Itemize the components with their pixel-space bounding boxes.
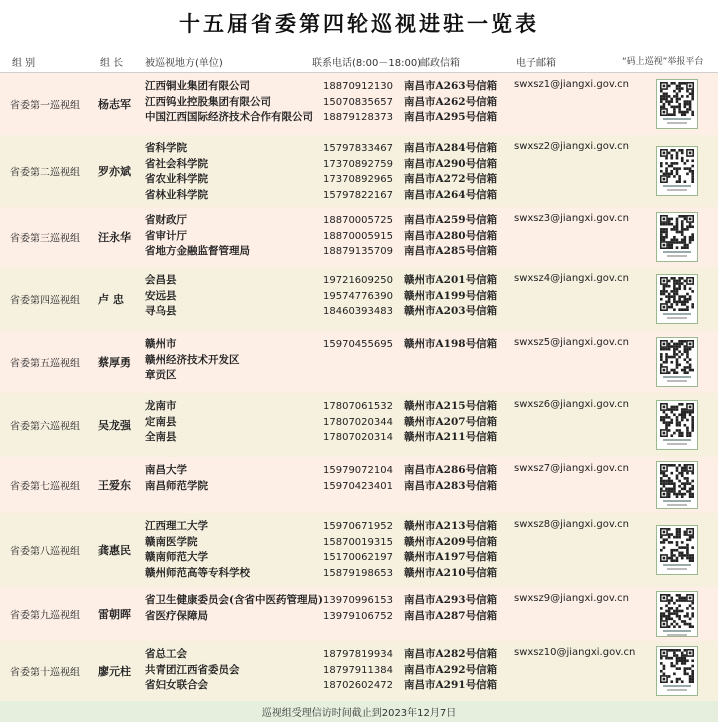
- unit-name: 章贡区: [145, 369, 177, 381]
- table-row: [0, 393, 718, 457]
- unit-name: 省财政厅: [145, 214, 187, 226]
- table-row: [0, 331, 718, 393]
- phone-number: 17370892965: [323, 174, 393, 185]
- email-link[interactable]: swxsz4@jiangxi.gov.cn: [514, 273, 629, 284]
- phone-number: 15797822167: [323, 189, 393, 201]
- unit-name: 中国江西国际经济技术合作有限公司: [145, 111, 313, 123]
- mailbox-address: 赣州市A198号信箱: [404, 338, 498, 350]
- mailbox-address: 南昌市A290号信箱: [404, 157, 498, 170]
- mailbox-address: 赣州市A201号信箱: [404, 274, 498, 286]
- header-group: 组 别: [12, 58, 36, 69]
- phones-list: [323, 337, 393, 353]
- mail-list: [404, 463, 497, 494]
- unit-name: 省医疗保障局: [145, 609, 208, 622]
- mail-list: [404, 213, 497, 260]
- footer-note: 巡视组受理信访时间截止到2023年12月7日: [0, 701, 718, 722]
- header-email: 电子邮箱: [516, 58, 556, 69]
- email-link[interactable]: swxsz9@jiangxi.gov.cn: [514, 593, 629, 604]
- phone-number: 15979072104: [323, 465, 393, 476]
- units-list: [145, 213, 250, 260]
- unit-name: 寻乌县: [145, 305, 177, 317]
- unit-name: 省科学院: [145, 142, 187, 154]
- unit-name: 全南县: [145, 431, 177, 443]
- mail-list: [404, 399, 497, 446]
- qr-code-icon[interactable]: [656, 212, 698, 262]
- mailbox-address: 南昌市A280号信箱: [404, 229, 498, 242]
- table-header: [0, 48, 718, 73]
- group-name: 省委第二巡视组: [10, 167, 80, 179]
- group-leader: 雷朝晖: [98, 608, 131, 621]
- phones-list: [323, 213, 393, 260]
- unit-name: 共青团江西省委员会: [145, 663, 240, 676]
- phones-list: [323, 519, 393, 581]
- unit-name: 南昌师范学院: [145, 479, 208, 492]
- unit-name: 省妇女联合会: [145, 679, 208, 691]
- title-bar: [0, 0, 718, 46]
- units-list: [145, 519, 250, 581]
- phone-number: 15797833467: [323, 143, 393, 154]
- unit-name: 省总工会: [145, 648, 187, 660]
- email-link[interactable]: swxsz10@jiangxi.gov.cn: [514, 647, 636, 658]
- phone-number: 15870019315: [323, 536, 393, 548]
- mailbox-address: 南昌市A291号信箱: [404, 679, 498, 691]
- phone-number: 15170062197: [323, 552, 393, 563]
- qr-code-icon[interactable]: [656, 79, 698, 129]
- phone-number: 17807020344: [323, 416, 393, 428]
- qr-code-icon[interactable]: [656, 591, 698, 637]
- group-leader: 蔡厚勇: [98, 356, 131, 369]
- unit-name: 安远县: [145, 289, 177, 302]
- qr-code-icon[interactable]: [656, 646, 698, 696]
- phone-number: 13979106752: [323, 610, 393, 622]
- mailbox-address: 南昌市A293号信箱: [404, 594, 498, 606]
- mailbox-address: 南昌市A262号信箱: [404, 95, 498, 108]
- mail-list: [404, 141, 497, 203]
- units-list: [145, 273, 177, 320]
- group-name: 省委第七巡视组: [10, 481, 80, 493]
- qr-code-icon[interactable]: [656, 274, 698, 324]
- unit-name: 赣州市: [145, 338, 177, 350]
- table-row: [0, 457, 718, 513]
- units-list: [145, 79, 313, 126]
- group-leader: 廖元柱: [98, 665, 131, 678]
- mail-list: [404, 593, 497, 624]
- unit-name: 省地方金融监督管理局: [145, 245, 250, 257]
- mailbox-address: 赣州市A207号信箱: [404, 415, 498, 428]
- mail-list: [404, 273, 497, 320]
- phone-number: 19721609250: [323, 275, 393, 286]
- phone-number: 18797819934: [323, 649, 393, 660]
- mailbox-address: 南昌市A292号信箱: [404, 663, 498, 676]
- group-leader: 卢 忠: [98, 293, 124, 306]
- mail-list: [404, 337, 497, 353]
- mailbox-address: 赣州市A215号信箱: [404, 400, 498, 412]
- units-list: [145, 593, 323, 624]
- group-name: 省委第六巡视组: [10, 421, 80, 433]
- qr-code-icon[interactable]: [656, 525, 698, 575]
- email-link[interactable]: swxsz1@jiangxi.gov.cn: [514, 79, 629, 90]
- phone-number: 18879128373: [323, 112, 393, 123]
- phone-number: 15970671952: [323, 521, 393, 532]
- header-phone: 联系电话(8:00－18:00): [312, 58, 422, 69]
- unit-name: 江西钨业控股集团有限公司: [145, 95, 271, 108]
- group-name: 省委第九巡视组: [10, 610, 80, 622]
- unit-name: 赣南医学院: [145, 535, 198, 548]
- phone-number: 17807020314: [323, 432, 393, 443]
- phone-number: 18702602472: [323, 680, 393, 691]
- qr-code-icon[interactable]: [656, 146, 698, 196]
- unit-name: 江西理工大学: [145, 520, 208, 532]
- phones-list: [323, 141, 393, 203]
- phone-number: 18870005915: [323, 230, 393, 242]
- mailbox-address: 南昌市A287号信箱: [404, 609, 498, 622]
- phone-number: 18870912130: [323, 81, 393, 92]
- phone-number: 17370892759: [323, 158, 393, 170]
- unit-name: 省林业科学院: [145, 188, 208, 201]
- group-name: 省委第十巡视组: [10, 667, 80, 679]
- mailbox-address: 南昌市A283号信箱: [404, 479, 498, 492]
- unit-name: 南昌大学: [145, 464, 187, 476]
- group-name: 省委第三巡视组: [10, 233, 80, 245]
- mailbox-address: 赣州市A213号信箱: [404, 520, 498, 532]
- phone-number: 17807061532: [323, 401, 393, 412]
- email-link[interactable]: swxsz6@jiangxi.gov.cn: [514, 399, 629, 410]
- email-link[interactable]: swxsz5@jiangxi.gov.cn: [514, 337, 629, 348]
- qr-code-icon[interactable]: [656, 400, 698, 450]
- unit-name: 赣州经济技术开发区: [145, 353, 240, 366]
- mailbox-address: 赣州市A209号信箱: [404, 535, 498, 548]
- phones-list: [323, 593, 393, 624]
- table-row: [0, 587, 718, 641]
- group-name: 省委第八巡视组: [10, 546, 80, 558]
- mail-list: [404, 79, 497, 126]
- email-link[interactable]: swxsz2@jiangxi.gov.cn: [514, 141, 629, 152]
- group-name: 省委第五巡视组: [10, 358, 80, 370]
- mailbox-address: 赣州市A203号信箱: [404, 305, 498, 317]
- phone-number: 19574776390: [323, 290, 393, 302]
- phone-number: 18870005725: [323, 215, 393, 226]
- phone-number: 15070835657: [323, 96, 393, 108]
- units-list: [145, 141, 208, 203]
- mailbox-address: 南昌市A282号信箱: [404, 648, 498, 660]
- qr-code-icon[interactable]: [656, 337, 698, 387]
- qr-code-icon[interactable]: [656, 461, 698, 509]
- group-leader: 王爱东: [98, 479, 131, 492]
- mailbox-address: 南昌市A286号信箱: [404, 464, 498, 476]
- unit-name: 会昌县: [145, 274, 177, 286]
- phones-list: [323, 647, 393, 694]
- email-link[interactable]: swxsz3@jiangxi.gov.cn: [514, 213, 629, 224]
- units-list: [145, 337, 240, 384]
- group-leader: 汪永华: [98, 231, 131, 244]
- mailbox-address: 南昌市A259号信箱: [404, 214, 498, 226]
- group-name: 省委第四巡视组: [10, 295, 80, 307]
- mailbox-address: 赣州市A211号信箱: [404, 431, 498, 443]
- mailbox-address: 赣州市A210号信箱: [404, 566, 498, 579]
- phone-number: 18797911384: [323, 664, 393, 676]
- mailbox-address: 南昌市A284号信箱: [404, 142, 498, 154]
- unit-name: 龙南市: [145, 400, 177, 412]
- mail-list: [404, 647, 497, 694]
- header-mailbox: 邮政信箱: [420, 58, 460, 69]
- phone-number: 18460393483: [323, 306, 393, 317]
- unit-name: 省审计厅: [145, 229, 187, 242]
- phone-number: 15879198653: [323, 567, 393, 579]
- table-row: [0, 207, 718, 267]
- table-row: [0, 73, 718, 135]
- header-platform: “码上巡视”举报平台: [622, 57, 704, 67]
- units-list: [145, 463, 208, 494]
- phone-number: 15970455695: [323, 339, 393, 350]
- unit-name: 省社会科学院: [145, 157, 208, 170]
- phones-list: [323, 399, 393, 446]
- page-title: 十五届省委第四轮巡视进驻一览表: [179, 11, 539, 36]
- table-row: [0, 513, 718, 587]
- phones-list: [323, 463, 393, 494]
- mailbox-address: 南昌市A264号信箱: [404, 188, 498, 201]
- unit-name: 省农业科学院: [145, 173, 208, 185]
- units-list: [145, 647, 240, 694]
- group-leader: 吴龙强: [98, 419, 131, 432]
- mail-list: [404, 519, 497, 581]
- phone-number: 15970423401: [323, 480, 393, 492]
- mailbox-address: 南昌市A263号信箱: [404, 80, 498, 92]
- mailbox-address: 南昌市A272号信箱: [404, 173, 498, 185]
- phone-number: 13970996153: [323, 595, 393, 606]
- phone-number: 18879135709: [323, 246, 393, 257]
- mailbox-address: 南昌市A285号信箱: [404, 245, 498, 257]
- group-leader: 龚惠民: [98, 544, 131, 557]
- email-link[interactable]: swxsz7@jiangxi.gov.cn: [514, 463, 629, 474]
- unit-name: 省卫生健康委员会(含省中医药管理局): [145, 594, 323, 606]
- phones-list: [323, 79, 393, 126]
- header-leader: 组 长: [100, 58, 124, 69]
- unit-name: 赣南师范大学: [145, 551, 208, 563]
- mailbox-address: 赣州市A199号信箱: [404, 289, 498, 302]
- email-link[interactable]: swxsz8@jiangxi.gov.cn: [514, 519, 629, 530]
- unit-name: 江西铜业集团有限公司: [145, 80, 250, 92]
- mailbox-address: 赣州市A197号信箱: [404, 551, 498, 563]
- header-units: 被巡视地方(单位): [145, 58, 223, 69]
- table-row: [0, 267, 718, 331]
- group-leader: 杨志军: [98, 98, 131, 111]
- unit-name: 定南县: [145, 415, 177, 428]
- table-row: [0, 641, 718, 701]
- group-name: 省委第一巡视组: [10, 100, 80, 112]
- unit-name: 赣州师范高等专科学校: [145, 566, 250, 579]
- table-row: [0, 135, 718, 207]
- phones-list: [323, 273, 393, 320]
- units-list: [145, 399, 177, 446]
- mailbox-address: 南昌市A295号信箱: [404, 111, 498, 123]
- group-leader: 罗亦斌: [98, 165, 131, 178]
